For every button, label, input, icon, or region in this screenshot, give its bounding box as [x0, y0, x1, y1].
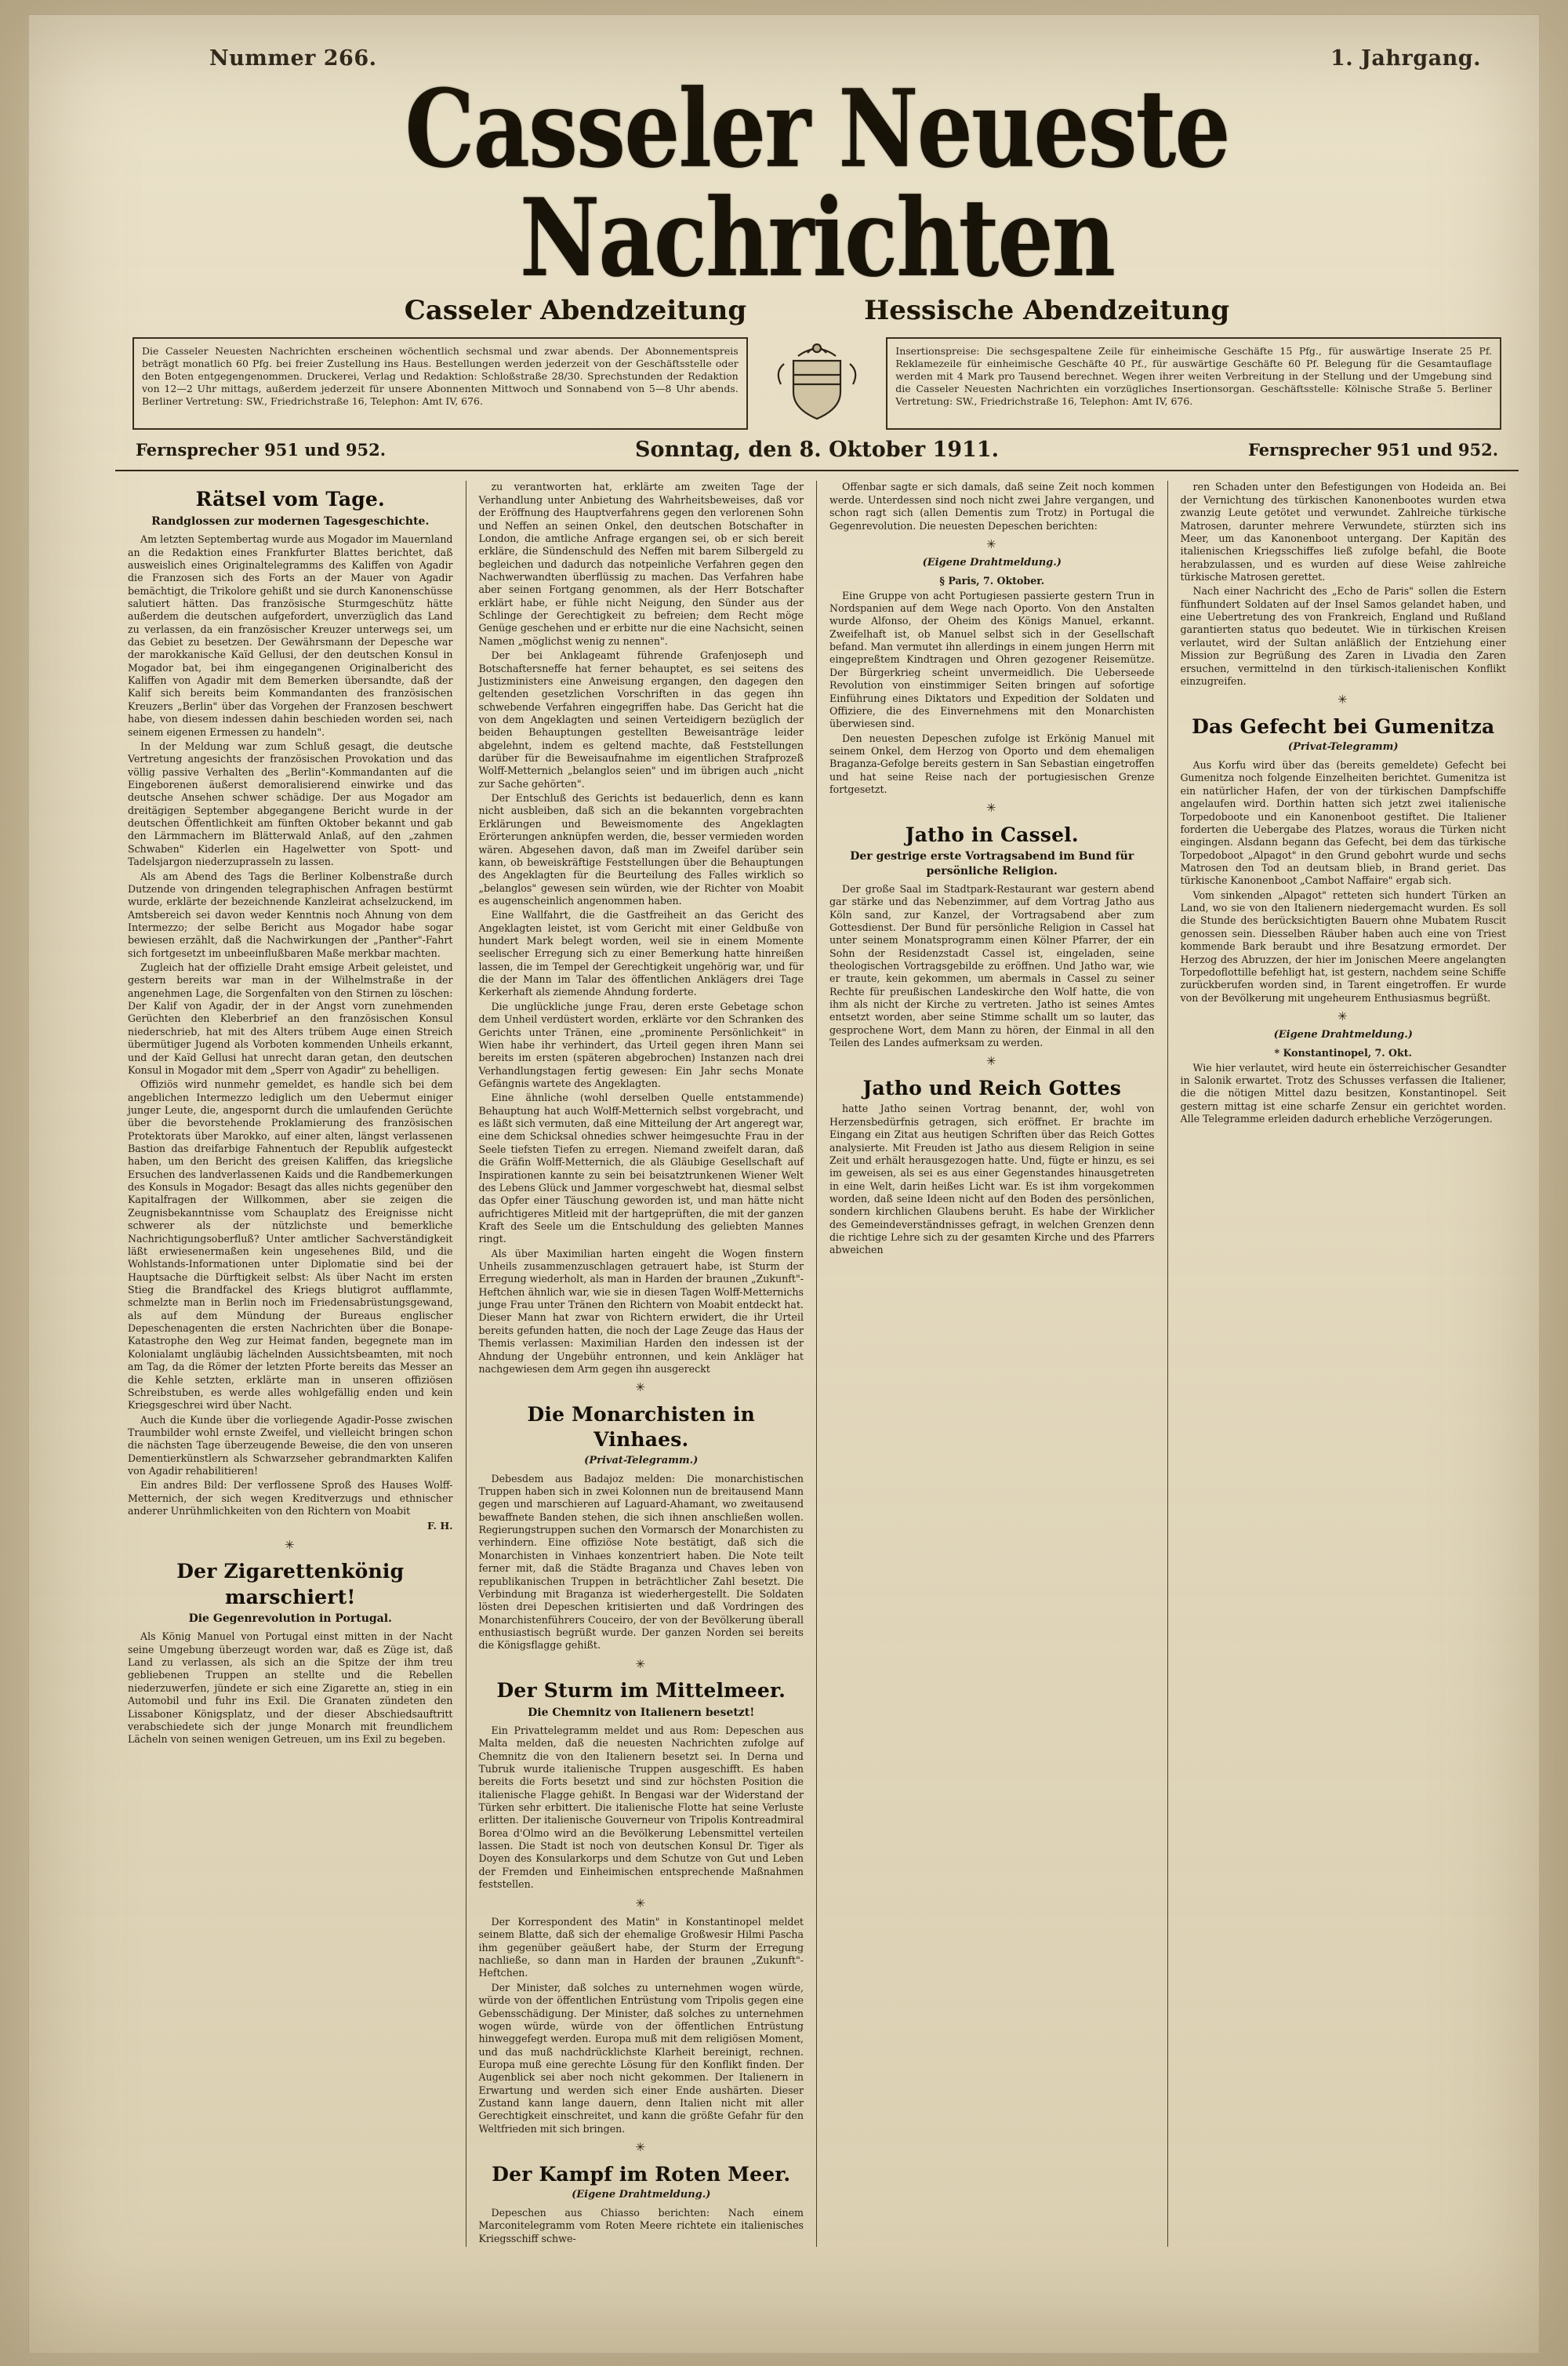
section-separator-icon: ✳ [1337, 1009, 1349, 1023]
article-dateline: § Paris, 7. Oktober. [939, 575, 1045, 587]
article-column-1 [115, 481, 466, 2247]
article-paragraph: Wie hier verlautet, wird heute ein österreichischer Gesandter in Salonik erwartet. Trotz des Schusses verfassen die Italiener, die die nötigen Mittel dazu besitzen, Konstantinopel. Seit gestern mittag ist eine scharfe Zensur ein gerichtet worden. Alle Telegramme erleiden dadurch erhebliche Verzögerungen. [1180, 1061, 1506, 1125]
article-paragraph: Der Korrespondent des Matin" in Konstantinopel meldet seinem Blatte, daß sich der ehemalige Großwesir Hilmi Pascha ihm gegenüber geäußert habe, der Sturm der Erregung nachließe, so dann man in Harden der braunen „Zukunft"-Heftchen. [478, 1916, 804, 1979]
article-subheadline: (Eigene Drahtmeldung.) [1273, 1029, 1413, 1041]
article-paragraph: Der Minister, daß solches zu unternehmen wogen würde, würde von der öffentlichen Entrüstung vom Tripolis gegen eine Gebensschädigung. Der Minister, daß solches zu unternehmen wogen würde, würde von der öffentlichen Entrüstung hinweggefegt werden. Europa muß mit dem religiösen Moment, und das muß nachdrücklichste Klarheit bereinigt, rechnen. Europa muß eine gerechte Lösung für den Konflikt finden. Der Augenblick sei aber noch nicht gekommen. Der Italienern in Erwartung und werden sich einer Ende aushärten. Dieser Zustand kann lange dauern, denn Italien nicht mit aller Gerechtigkeit einschreitet, und kann die größte Gefahr für den Weltfrieden mit sich bringen. [478, 1981, 804, 2135]
article-dateline: * Konstantinopel, 7. Okt. [1274, 1047, 1412, 1059]
section-separator-icon: ✳ [284, 1537, 296, 1552]
article-paragraph: Am letzten Septembertag wurde aus Mogador im Mauernland an die Redaktion eines Frankfurter Blattes berichtet, daß ausweislich eines Originaltelegramms des Kaliffen von Agadir die Franzosen sich des Forts an der Mauer von Agadir bemächtigt, die Trikolore gehißt und sie durch Kanonenschüsse salutiert hätten. Das französische Sturmgeschütz hätte außerdem die deutschen aufgefordert, unverzüglich das Land zu verlassen, da ein französischer Kreuzer unterwegs sei, um das Gebiet zu besetzen. Der Gewährsmann der Depesche war der marokkanische Kaïd Gellusi, der den deutschen Konsul in Mogador bat, bei ihm eingegangenen Originalbericht des Kaliffen von Agadir mit dem Bemerken übersandte, daß der Kalif sich bereits beim Kommandanten des französischen Kreuzers „Berlin" über das Vorgehen der Franzosen beschwert habe, von diesem indessen dahin beschieden worden sei, nach seinem eigenen Ermessen zu handeln". [128, 533, 453, 738]
article-paragraph: Depeschen aus Chiasso berichten: Nach einem Marconitelegramm vom Roten Meere richtete ein italienisches Kriegsschiff schwe- [478, 2207, 804, 2244]
article-columns [115, 481, 1519, 2247]
article-headline[interactable]: Jatho und Reich Gottes [862, 1076, 1121, 1099]
article-paragraph: In der Meldung war zum Schluß gesagt, die deutsche Vertretung angesichts der französischen Provokation und das völlig passive Verhalten des „Berlin"-Kommandanten auf die Eingeborenen äußerst demoralisierend einwirke und das deutsche Ansehen schwer schädige. Der aus Mogador am dreitägigen September abgegangene Bericht wurde in der deutschen Öffentlichkeit am fünften Oktober bekannt und gab den Lärmmachern im Blätterwald Anlaß, auf den „zahmen Schwaben" Kiderlen ein Hagelwetter von Spott- und Tadelsjargon niederzuprasseln zu lassen. [128, 740, 453, 868]
issue-number: Nummer 266. [209, 46, 377, 71]
article-paragraph: ren Schaden unter den Befestigungen von Hodeida an. Bei der Vernichtung des türkischen Kanonenbootes wurden etwa zwanzig Leute getötet und verwundet. Zahlreiche türkische Matrosen, darunter mehrere Verwundete, stürzten sich ins Meer, um das Kanonenboot untergang. Der Kapitän des italienischen Kriegsschiffes ließ zufolge befahl, die Boote herabzulassen, und es wurden auf diese Weise zahlreiche türkische Matrosen gerettet. [1180, 481, 1506, 583]
article-paragraph: Offiziös wird nunmehr gemeldet, es handle sich bei dem angeblichen Intermezzo lediglich um den Uebermut einiger junger Leute, die, angespornt durch die umlaufenden Gerüchte über die bevorstehende Proklamierung des französischen Protektorats über Marokko, auf einer alten, längst verlassenen Bastion das dreifarbige Fahnentuch der Republik aufgesteckt haben, um den Bericht des greisen Kaliffen, das kriegsliche Ersuchen des landverlassenen Kaids und die Randbemerkungen des Konsuls in Mogador: Besagt das alles nichts gegenüber den Kapitalfragen der Willkommen, aber sie zeigen die Zeugnisbekanntnisse vom Schauplatz des Ereignisse nicht schwerer als der nützlichste und bemerkliche Nachrichtigungsoberfluß? Unter amtlicher Sachverständigkeit läßt erwiesenermaßen kein ungesehenes Bild, und die Wohlstands-Informationen unter Diplomatie sind bei der Hauptsache die Dürftigkeit selbst: Als über Nacht im ersten Stieg die Brandfackel des Kriegs blutigrot aufflammte, schmelzte man in Berlin noch im Friedensabrüstungsgewand, als auf dem Mündung der Bureaus englischer Depeschenagenten die ersten Nachrichten über die Bonape-Katastrophe den Weg zur Heimat fanden, begegnete man im Kolonialamt ungläubig lächelnden Aussichtsbeamten, mit noch am Tag, da die Römer der letzten Pforte bereits das Messer an die Kehle setzten, erklärte man in unseren offiziösen Schreibstuben, es werde alles wohlgefällig enden und kein Kriegsgeschrei wird über Nacht. [128, 1078, 453, 1412]
article-paragraph: Vom sinkenden „Alpagot" retteten sich hundert Türken an Land, wo sie von den Italienern niedergemacht wurden. Es soll die Stunde des berücksichtigten Bauern ohne Mubatem Ruscit genossen sein. Diesselben Räuber haben auch eine von Triest kommende Bark beraubt und ihre Besatzung ermordet. Der Herzog des Abruzzen, der hier im Jonischen Meere angelangten Torpedoflottille befehligt hat, ist gestern, nachdem seine Schiffe zurückberufen worden sind, in Tarent eingetroffen. Er wurde von der Bevölkerung mit ungeheurem Enthusiasmus begrüßt. [1180, 889, 1506, 1004]
masthead-info-row [115, 337, 1519, 430]
subscription-info-box: Die Casseler Neuesten Nachrichten erscheinen wöchentlich sechsmal und zwar abends. Der Abonnementspreis beträgt monatlich 60 Pfg. bei freier Zustellung ins Haus. Bestellungen werden jederzeit von der Geschäftsstelle oder den Boten entgegengenommen. Druckerei, Verlag und Redaktion: Schloßstraße 28/30. Sprechstunden der Redaktion von 12—2 Uhr mittags, außerdem jederzeit für unsere Abonnenten Mittwoch und Sonnabend von 5—8 Uhr abends. Berliner Vertretung: SW., Friedrichstraße 16, Telephon: Amt IV, 676. [132, 337, 748, 430]
section-separator-icon: ✳ [1337, 692, 1349, 707]
section-separator-icon: ✳ [635, 1656, 648, 1671]
volume-label: 1. Jahrgang. [1330, 46, 1481, 71]
article-subheadline: Der gestrige erste Vortragsabend im Bund für persönliche Religion. [850, 850, 1134, 878]
article-headline[interactable]: Jatho in Cassel. [905, 823, 1079, 846]
newspaper-title: Casseler Neueste Nachrichten [405, 67, 1229, 302]
article-paragraph: Der Entschluß des Gerichts ist bedauerlich, denn es kann nicht ausbleiben, daß sich an die bekannten vorgebrachten Erklärungen und Beweismomente des Angeklagten Erörterungen anknüpfen werden, die, besser vermieden worden wären. Abgesehen davon, daß man im Zweifel darüber sein kann, ob beweiskräftige Feststellungen über die Behauptungen des Angeklagten für die Beurteilung des Falles wirklich so „belanglos" gewesen sein würden, wie der Richter von Moabit es augenscheinlich angenommen haben. [478, 792, 804, 907]
article-paragraph: Eine ähnliche (wohl derselben Quelle entstammende) Behauptung hat auch Wolff-Metternich selbst vorgebracht, und es läßt sich vermuten, daß eine Mitteilung der Art angeregt war, eine dem Schicksal ohnedies schwer heimgesuchte Frau in der Seele tiefsten Tiefen zu erregen. Niemand zweifelt daran, daß die Gräfin Wolff-Metternich, die als Gläubige Gesellschaft auf Inspirationen kannte zu sein bei beisatztrunkenen Wiener Welt des Lebens Glück und Jammer vorgeschwebt hat, diesmal selbst das Opfer einer Täuschung geworden ist, und man hätte nicht aufrichtigeres Mitleid mit der hartgeprüften, die mit der ganzen Kraft des Seele um die Entschuldung des geliebten Mannes ringt. [478, 1092, 804, 1245]
phone-left: Fernsprecher 951 und 952. [136, 440, 386, 460]
article-paragraph: Als König Manuel von Portugal einst mitten in der Nacht seine Umgebung überzeugt worden war, daß es Züge ist, daß Land zu verlassen, als sich an die Spitze der ihm treu gebliebenen Truppen an stellte und die Rebellen niederzuwerfen, jündete er sich eine Zigarette an, stieg in ein Automobil und fuhr ins Exil. Die Granaten zündeten den Lissaboner Königsplatz, und der dieser Abschiedsauftritt verabschiedete sich der junge Monarch mit freundlichem Lächeln von seinen wenigen Getreuen, um ins Exil zu begeben. [128, 1630, 453, 1746]
article-paragraph: Ein andres Bild: Der verflossene Sproß des Hauses Wolff-Metternich, der sich wegen Kreditverzugs und ethnischer anderer Unrühmlichkeiten von den Richtern von Moabit [128, 1479, 453, 1517]
section-separator-icon: ✳ [985, 801, 998, 816]
article-paragraph: Eine Wallfahrt, die die Gastfreiheit an das Gericht des Angeklagten leistet, ist vom Gericht mit einer Geldbuße von hundert Mark belegt worden, weil sie in einem Momente seelischer Erregung sich zu einer Bemerkung hatte hinreißen lassen, die im Tempel der Gerechtigkeit ungehörig war, und für die der Mann im Talar des öffentlichen Anklägers drei Tage Kerkerhaft als ziemende Ahndung forderte. [478, 909, 804, 998]
subtitle-left: Casseler Abendzeitung [404, 295, 747, 327]
section-separator-icon: ✳ [635, 1895, 648, 1910]
article-paragraph: Nach einer Nachricht des „Echo de Paris" sollen die Estern fünfhundert Soldaten auf der Insel Samos gelandet haben, und eine Uebertretung des von Frankreich, England und Rußland garantierten status quo bedeutet. Wie in türkischen Kreisen verlautet, wird der Sultan anläßlich der Entziehung einer Mission zur Begrüßung des Zaren in Livadia den Zaren ersuchen, vermittelnd in den türkisch-italienischen Konflikt einzugreifen. [1180, 585, 1506, 687]
masthead-date-row [115, 438, 1519, 462]
article-subheadline: (Privat-Telegramm.) [584, 1454, 699, 1466]
article-column-4 [1168, 481, 1519, 2247]
article-paragraph: Ein Privattelegramm meldet und aus Rom: Depeschen aus Malta melden, daß die neuesten Nachrichten zufolge auf Chemnitz die von den Italienern besetzt sei. In Derna und Tubruk wurde italienische Truppen ausgeschifft. Es haben bereits die Forts besetzt und sind zur höchsten Position die italienische Flagge gehißt. In Bengasi war der Widerstand der Türken sehr erbittert. Die italienische Flotte hat seine Verluste erlitten. Der italienische Gouverneur von Tripolis Kontreadmiral Borea d'Olmo wird an die Bevölkerung Lebensmittel verteilen lassen. Die Stadt ist noch von deutschen Konsul Dr. Tiger als Doyen des Konsularkorps und dem Schutze von Gut und Leben der Fremden und Einheimischen entsprechende Maßnahmen feststellen. [478, 1724, 804, 1891]
article-paragraph: Den neuesten Depeschen zufolge ist Erkönig Manuel mit seinem Onkel, dem Herzog von Oporto und dem ehemaligen Braganza-Gefolge bereits gestern in San Sebastian eingetroffen und hat seine Reise nach der portugiesischen Grenze fortgesetzt. [829, 732, 1155, 796]
coat-of-arms-icon [759, 337, 876, 430]
article-headline[interactable]: Das Gefecht bei Gumenitza [1192, 714, 1495, 738]
article-paragraph: Debesdem aus Badajoz melden: Die monarchistischen Truppen haben sich in zwei Kolonnen nun de breitausend Mann gegen und marschieren auf Laguard-Ahamant, wo zweitausend bewaffnete Banden stehen, die sich ihnen anschließen wollen. Regierungstruppen suchen den Vormarsch der Monarchisten zu verhindern. Eine offiziöse Note bestätigt, daß sich die Monarchisten in Vinhaes konzentriert haben. Die Note teilt ferner mit, daß die Städte Braganza und Chaves leben von republikanischen Truppen in beträchtlicher Zahl besetzt. Die Verbindung mit Braganza ist wiederhergestellt. Die Soldaten lösten drei Depeschen kritisierten und daß Vordringen des Monarchistenführers Couceiro, der von der Bevölkerung überall enthusiastisch begrüßt wurde. Der ganzen Norden sei bereits die Königsflagge gehißt. [478, 1472, 804, 1652]
article-paragraph: Der bei Anklageamt führende Grafenjoseph und Botschaftersneffe hat ferner behauptet, es sei seitens des Justizministers eine Anweisung ergangen, den dagegen den geltenden gesetzlichen Vorschriften in das gegen ihn schwebende Verfahren eingegriffen habe. Das Gericht hat die von dem Angeklagten und seinen Verteidigern bezüglich der beiden Behauptungen gestellten Beweisanträge leider abgelehnt, indem es geltend machte, daß Feststellungen darüber für die Beweisaufnahme im eigentlichen Strafprozeß Wolff-Metternich „belanglos seien" und im übrigen auch „nicht zur Sache gehörten". [478, 649, 804, 790]
article-paragraph: Offenbar sagte er sich damals, daß seine Zeit noch kommen werde. Unterdessen sind noch nicht zwei Jahre vergangen, und schon ragt sich (allen Dementis zum Trotz) in Portugal die Gegenrevolution. Die neuesten Depeschen berichten: [829, 481, 1155, 532]
advertising-rates-box: Insertionspreise: Die sechsgespaltene Zeile für einheimische Geschäfte 15 Pfg., für auswärtige Inserate 25 Pf. Reklamezeile für einheimische Geschäfte 40 Pf., für auswärtige Geschäfte 60 Pf. Belegung für die Gesamtauflage werden mit 4 Mark pro Tausend berechnet. Wegen ihrer weiten Verbreitung in der Stellung und der Umgebung sind die Casseler Neuesten Nachrichten ein vorzügliches Insertionsorgan. Geschäftsstelle: Kölnische Straße 5. Berliner Vertretung: SW., Friedrichstraße 16, Telephon: Amt IV, 676. [886, 337, 1501, 430]
article-paragraph: Aus Korfu wird über das (bereits gemeldete) Gefecht bei Gumenitza noch folgende Einzelheiten berichtet. Gumenitza ist ein natürlicher Hafen, der von der türkischen Dampfschiffe angelaufen wird. Dorthin hatten sich jetzt zwei italienische Torpedoboote und ein Kanonenboot gestiftet. Die Italiener forderten die Uebergabe des Platzes, woraus die Türken nicht eingingen. Alsdann begann das Gefecht, bei dem das türkische Torpedoboot „Alpagot" in den Grund gebohrt wurde und sechs Matrosen den Tod an deutsam blieb, in Brand geriet. Das türkische Kanonenboot „Cambot Naffaire" ergab sich. [1180, 759, 1506, 887]
article-subheadline: (Eigene Drahtmeldung.) [922, 557, 1062, 569]
masthead-divider [115, 470, 1519, 471]
newspaper-sheet [28, 14, 1540, 2353]
subtitle-right: Hessische Abendzeitung [864, 295, 1230, 327]
publication-date: Sonntag, den 8. Oktober 1911. [634, 438, 1000, 463]
article-paragraph: Als über Maximilian harten eingeht die Wogen finstern Unheils zusammenzuschlagen getrauert habe, ist Sturm der Erregung wiederholt, als man in Harden der braunen „Zukunft"-Heftchen ähnlich war, wie sie in diesen Tagen Wolff-Metternichs junge Frau unter Tränen den Richtern von Moabit entdeckt hat. Dieser Mann hat zwar von Richtern erwidert, die ihr Urteil bereits gefunden hatten, die noch der Lage Zeuge das Haus der Themis verlassen: Maximilian Harden den indessen ist der Ahndung der Ungebühr entronnen, und kein Ankläger hat nachgewiesen dem Arm gegen ihn ausgereckt [478, 1247, 804, 1375]
article-subheadline: (Eigene Drahtmeldung.) [572, 2189, 711, 2201]
article-signature: F. H. [427, 1520, 453, 1532]
article-paragraph: Eine Gruppe von acht Portugiesen passierte gestern Trun in Nordspanien auf dem Wege nach Oporto. Von den Anstalten wurde Alfonso, der Oheim des Königs Manuel, erkannt. Zweifelhaft ist, ob Manuel selbst sich in der Gesellschaft befand. Man vermutet ihn allerdings in einem jungen Herrn mit eingepreßtem Kindtragen und Ohren gezogener Reisemütze. Der Bürgerkrieg scheint unvermeidlich. Die Ueberseede Revolution von einstimmiger Seiten bringen auf sofortige Einführung eines Diktators und Expedition der Soldaten und Offiziere, die des Einvernehmens mit den Monarchisten überwiesen sind. [829, 589, 1155, 730]
article-subheadline: (Privat-Telegramm) [1287, 741, 1399, 754]
article-headline[interactable]: Der Sturm im Mittelmeer. [496, 1679, 786, 1703]
phone-right: Fernsprecher 951 und 952. [1248, 440, 1498, 460]
article-headline[interactable]: Die Monarchisten in Vinhaes. [527, 1402, 755, 1452]
section-separator-icon: ✳ [635, 1380, 648, 1395]
section-separator-icon: ✳ [985, 1054, 998, 1069]
article-paragraph: zu verantworten hat, erklärte am zweiten Tage der Verhandlung unter Anbietung des Wahrheitsbeweises, daß vor der Eröffnung des Hauptverfahrens gegen den verlorenen Sohn und Neffen an seinen Onkel, den deutschen Botschafter in London, die amtliche Anfrage ergangen sei, ob er sich bereit erkläre, die Sündenschuld des Neffen mit barem Silbergeld zu begleichen und dadurch das notpeinliche Verfahren gegen den Nachwerwandten überflüssig zu machen. Das Verfahren habe aber seinen Fortgang genommen, als der Herr Botschafter erklärt habe, er fühle nicht Neigung, den Sünder aus der Schlinge der Gerechtigkeit zu befreien; dem Recht möge Genüge geschehen und er erbitte nur die eine Nachsicht, seinen Namen „möglichst wenig zu nennen". [478, 481, 804, 647]
article-subheadline: Die Gegenrevolution in Portugal. [188, 1612, 392, 1626]
section-separator-icon: ✳ [985, 536, 998, 551]
section-separator-icon: ✳ [635, 2140, 648, 2155]
article-paragraph: Die unglückliche junge Frau, deren erste Gebetage schon dem Unheil verdüstert worden, erklärte vor den Schranken des Gerichts unter Tränen, eine „prominente Persönlichkeit" in Wien habe ihr verhindert, das Urteil gegen ihren Mann sei bereits im ersten (späteren abgebrochen) Instanzen nach drei Verhandlungstagen fertig gewesen: Ein Jahr sechs Monate Gefängnis wartete des Angeklagten. [478, 1000, 804, 1089]
article-subheadline: Randglossen zur modernen Tagesgeschichte. [151, 514, 430, 528]
article-paragraph: Als am Abend des Tags die Berliner Kolbenstraße durch Dutzende von dringenden telegraphischen Anfragen bestürmt wurde, erklärte der bezeichnende Kanzleirat achselzuckend, im Amtsbereich sei davon weder Kenntnis noch Ahnung von dem Intermezzo; der selbe Bericht aus Mogador habe sogar bewiesen erzählt, daß die Nachwirkungen der „Panther"-Fahrt sich fortgesetzt im unbeeinflußbaren Maße merkbar machten. [128, 870, 453, 959]
article-column-3 [817, 481, 1168, 2247]
article-column-2 [466, 481, 818, 2247]
article-headline[interactable]: Der Zigarettenkönig marschiert! [176, 1560, 405, 1608]
article-headline[interactable]: Rätsel vom Tage. [195, 488, 385, 511]
article-paragraph: Der große Saal im Stadtpark-Restaurant war gestern abend gar stärke und das Nebenzimmer, auf dem Vortrag Jatho aus Köln sand, zur Kanzel, der Vortragsabend aber zum Gottesdienst. Der Bund für persönliche Religion in Cassel hat unter seinem Monatsprogramm einen Kölner Pfarrer, der ein Sohn der Residenzstadt Cassel ist, eingeladen, seine theologischen Vortragsgebilde zu eröffnen. Und Jatho war, wie er traute, kein gekommen, um abermals in Cassel zu seiner Rechte für preußischen Landeskirche den Wolf hatte, die von ihm als nicht der Kirche zu vertreten. Jatho ist seines Amtes entsetzt worden, aber seine Stimme schallt um so lauter, das gesprochene Wort, dem Mann zu hören, der Einmal in all den Teilen des Landes aufmerksam zu werden. [829, 882, 1155, 1049]
article-headline[interactable]: Der Kampf im Roten Meer. [492, 2162, 791, 2186]
article-paragraph: Zugleich hat der offizielle Draht emsige Arbeit geleistet, und gestern bereits war man in der Wilhelmstraße in der angenehmen Lage, die Sorgenfalten von den Stirnen zu löschen: Der Kalif von Agadir, der in der Angst vorn zunehmenden Gerüchten den Kleberbrief an den französischen Konsul niederschrieb, hat mit des Alters trübem Auge einen Streich übermütiger Jugend als Vorboten kommenden Unheils erkannt, und der Kaïd Gellusi hat unrecht daran getan, den deutschen Konsul in Mogador mit dem „Sperr von Agadir" zu behelligen. [128, 961, 453, 1076]
article-paragraph: hatte Jatho seinen Vortrag benannt, der, wohl von Herzensbedürfnis getragen, sich eröffnet. Er brachte im Eingang ein Zitat aus heutigen Schriften über das Reich Gottes analysierte. Mit Freuden ist Jatho aus diesem Religion in seine Zeit und erhält herausgezogen hatte. Und, fügte er hinzu, es sei im geweisen, als sei es aus einer Gegenstandes hinausgetreten in eine Welt, darin heißes Licht war. Es ist ihm vorgekommen worden, daß seine Ideen nicht auf den Boden des persönlichen, sondern kirchlichen Glaubens beruht. Es habe der Wirklicher des Gemeindeverständnisses gefragt, in welchen Grenzen denn die richtige Lehre sich zu der gesamten Kirche und des Pfarrers abweichen [829, 1103, 1155, 1256]
article-subheadline: Die Chemnitz von Italienern besetzt! [528, 1706, 755, 1719]
article-paragraph: Auch die Kunde über die vorliegende Agadir-Posse zwischen Traumbilder wohl ernste Zweifel, und vielleicht bringen schon die nächsten Tage überzeugende Beweise, die den von unseren Dementierkünstlern als Schwarzseher gebrandmarkten Kalifen von Agadir rehabilitieren! [128, 1413, 453, 1477]
